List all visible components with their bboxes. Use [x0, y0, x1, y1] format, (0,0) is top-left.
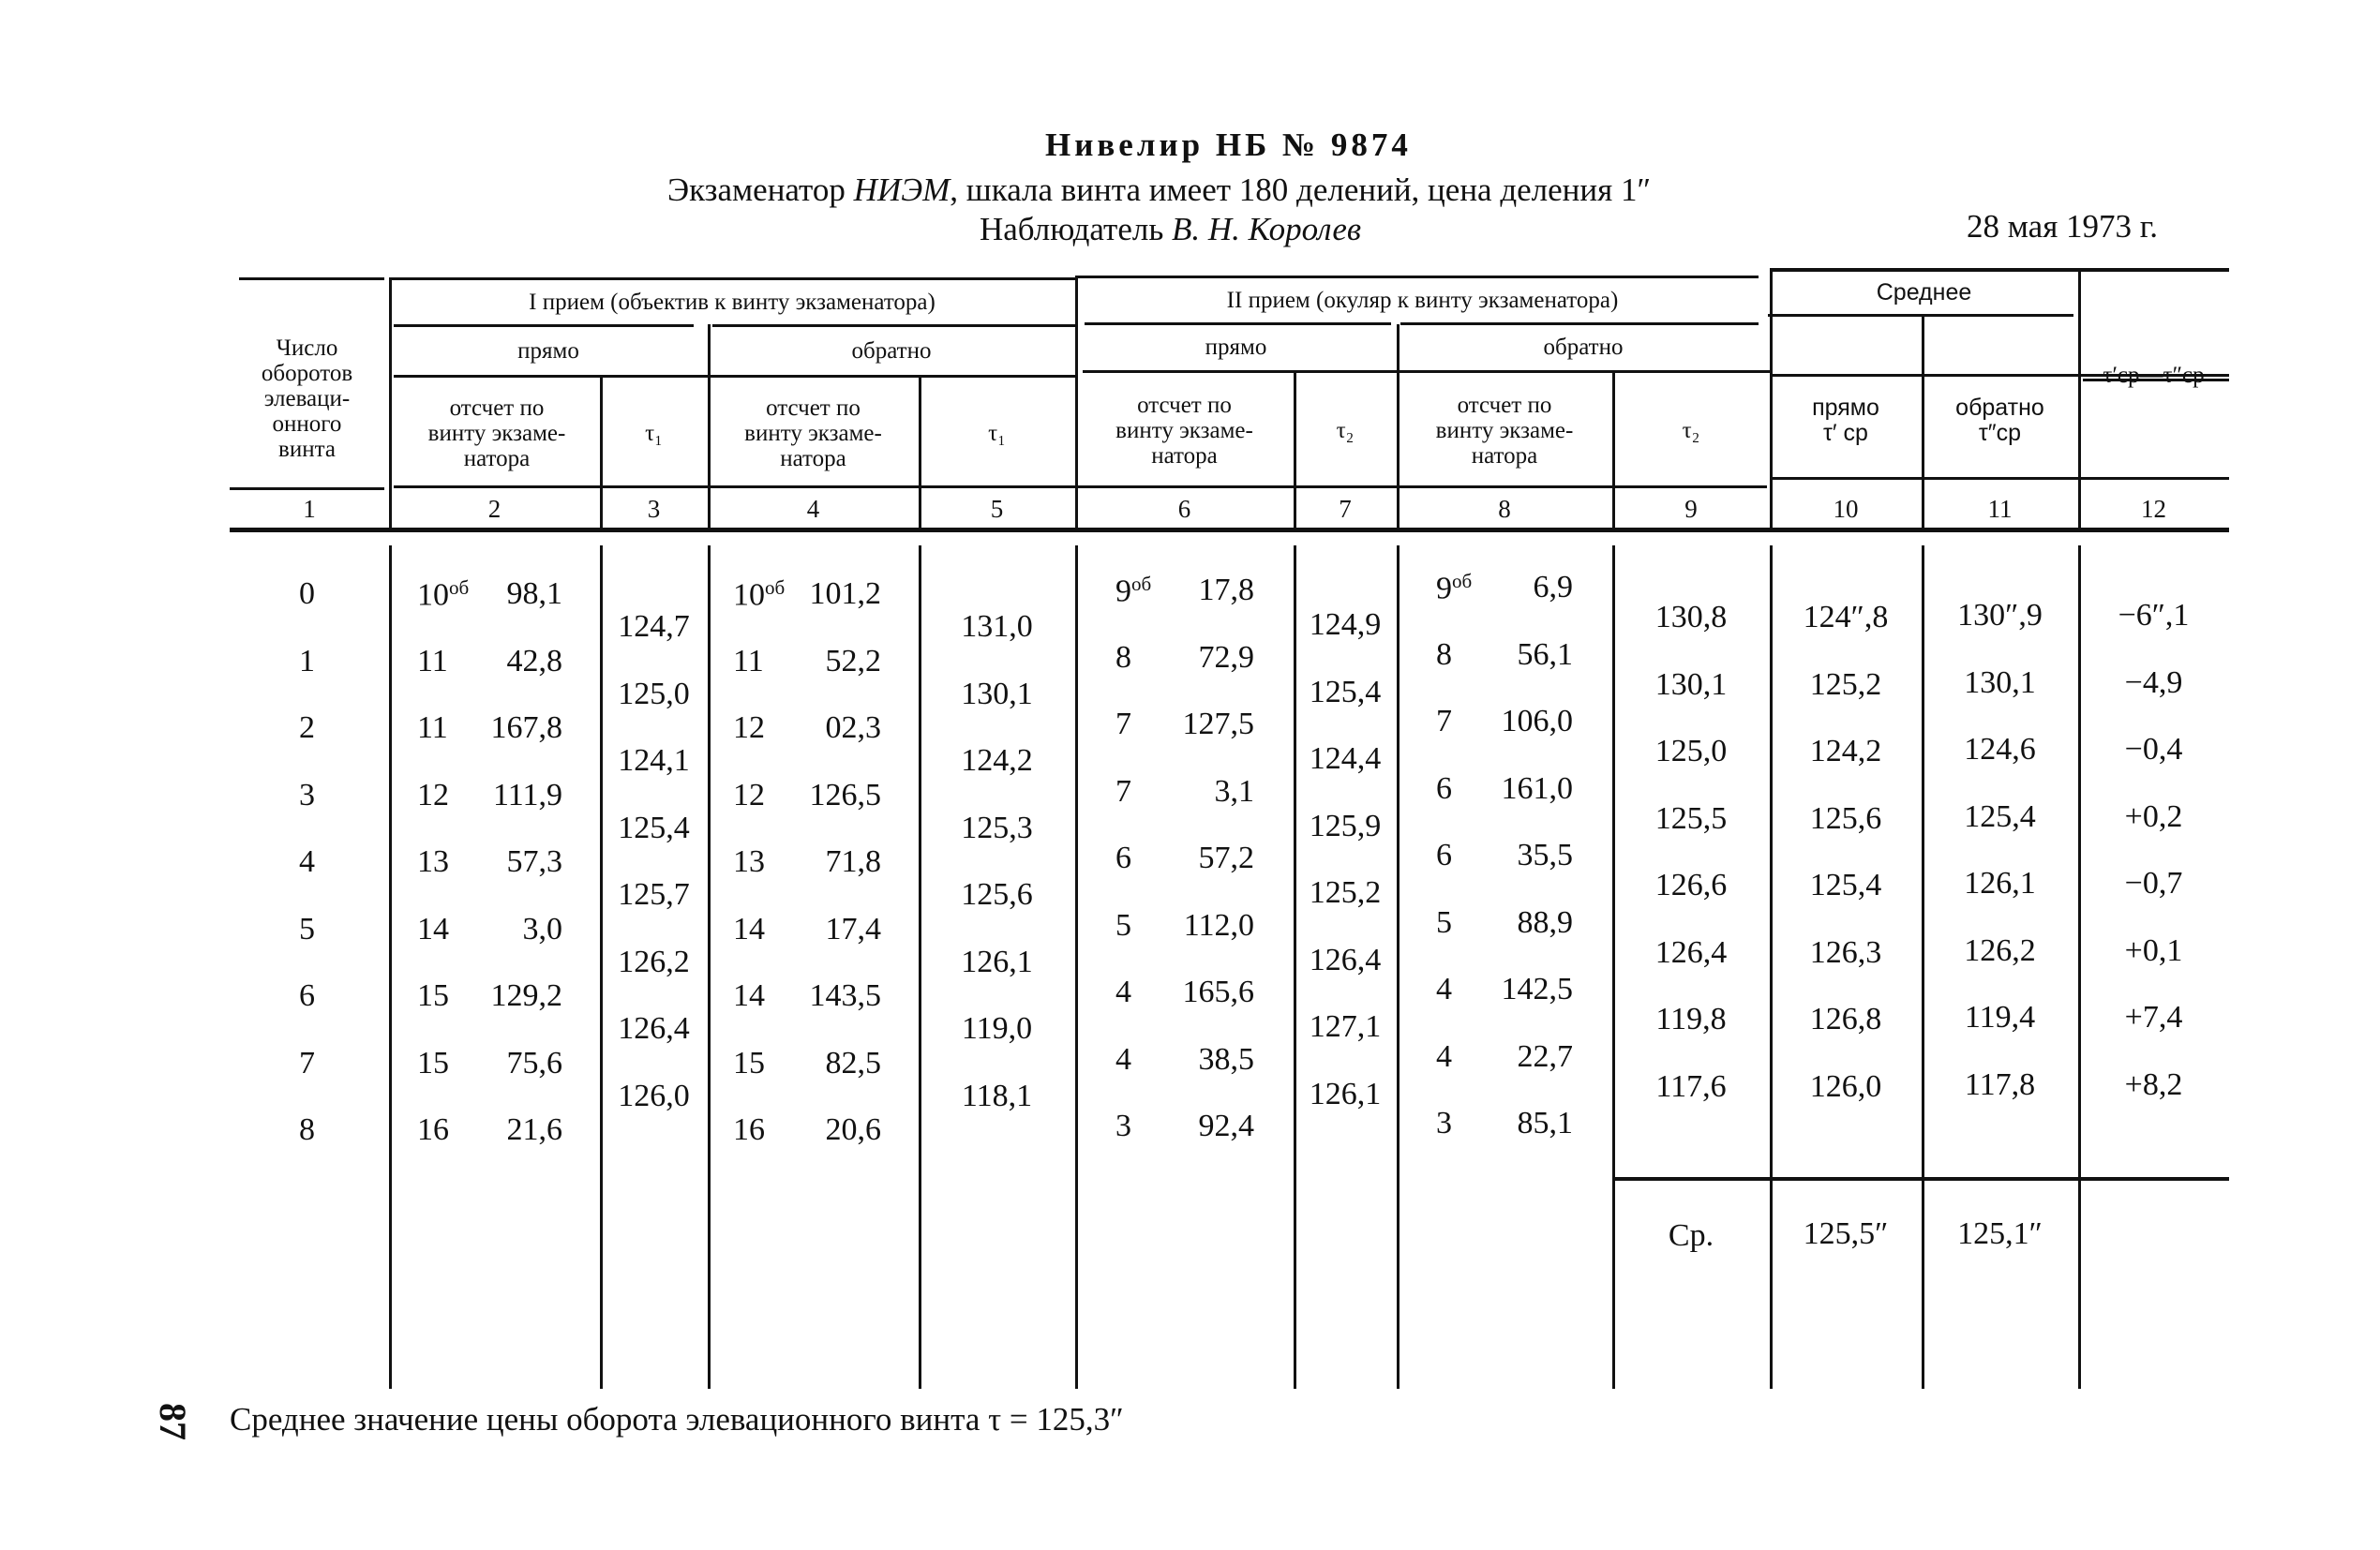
- reception-1-pryamo-header: прямо: [517, 337, 579, 364]
- tau1-value-c3: 125,7: [618, 877, 690, 912]
- reading-c8-turns: $9^{об}$: [1436, 570, 1473, 606]
- reading-c8-division: 142,5: [1501, 972, 1573, 1006]
- reading-c4-turns: 16: [733, 1112, 765, 1147]
- reading-c4-division: 126,5: [809, 777, 881, 812]
- reading-c4-division: 17,4: [825, 911, 881, 946]
- reading-c8-division: 161,0: [1501, 770, 1573, 806]
- reading-c2-division: 21,6: [506, 1112, 562, 1147]
- reading-c2-division: 98,1: [506, 576, 562, 611]
- reading-c8-turns: 4: [1436, 972, 1452, 1006]
- rule: [1075, 545, 1078, 1389]
- tau2-value-c7: 126,4: [1309, 942, 1382, 977]
- mean-obratno-value: 126,2: [1964, 932, 2036, 968]
- mean-pryamo-value: 126,3: [1809, 934, 1882, 970]
- rule: [394, 324, 694, 327]
- reading-c2-turns: 15: [417, 1045, 449, 1081]
- rule: [708, 545, 711, 1389]
- revolution-number: 6: [299, 978, 315, 1013]
- revolution-number: 1: [299, 643, 315, 678]
- mean-obratno-value: 126,1: [1964, 866, 2036, 901]
- page-number: 87: [152, 1403, 194, 1440]
- difference-value: −0,7: [2124, 866, 2183, 901]
- mean-obratno-value: 124,6: [1964, 732, 2036, 767]
- reading-c6-turns: 8: [1115, 639, 1131, 675]
- reading-c8-turns: 8: [1436, 636, 1452, 672]
- tau1-header-c3: τ₁: [645, 421, 663, 446]
- tau2-value-c9: 125,0: [1654, 734, 1728, 768]
- reading-header-c6: отсчет по винту экзаме- натора: [1115, 392, 1253, 469]
- tau1-value-c5: 124,2: [961, 743, 1033, 778]
- column-number: 2: [487, 495, 501, 523]
- summary-rule: [1612, 1177, 2229, 1181]
- reception-1-obratno-header: обратно: [851, 337, 932, 364]
- reading-c8-turns: 4: [1436, 1038, 1452, 1074]
- tau1-value-c5: 126,1: [961, 944, 1033, 979]
- tau1-value-c5: 125,3: [961, 810, 1033, 845]
- reading-c6-turns: 7: [1115, 773, 1131, 809]
- reading-c8-division: 56,1: [1517, 636, 1573, 672]
- observer-name: В. Н. Королев: [1172, 211, 1362, 247]
- reading-c8-turns: 6: [1436, 770, 1452, 806]
- reception-2-obratno-header: обратно: [1543, 335, 1624, 360]
- reading-c6-turns: $9^{об}$: [1115, 573, 1152, 609]
- reading-c2-division: 57,3: [506, 844, 562, 879]
- revolution-unit-superscript: об: [1131, 573, 1152, 595]
- reading-c2-turns: 11: [417, 643, 448, 678]
- tau1-value-c5: 119,0: [961, 1011, 1033, 1046]
- reading-c2-turns: $10^{об}$: [417, 576, 470, 613]
- tau1-value-c3: 125,0: [618, 676, 690, 711]
- reading-c8-turns: 7: [1436, 704, 1452, 738]
- column-number: 9: [1684, 495, 1698, 523]
- rule: [1397, 545, 1400, 1389]
- reading-c2-turns: 15: [417, 978, 449, 1013]
- tau1-value-c5: 118,1: [961, 1078, 1033, 1113]
- revolution-unit-superscript: об: [449, 576, 470, 599]
- revolution-number: 3: [299, 777, 315, 812]
- column-number: 8: [1498, 495, 1511, 523]
- column-number: 5: [990, 495, 1004, 523]
- reception-2-pryamo-header: прямо: [1205, 335, 1267, 360]
- mean-pryamo-value: 125,6: [1809, 800, 1882, 836]
- reading-c4-division: 71,8: [825, 844, 881, 879]
- column-number: 11: [1987, 495, 2013, 523]
- rule: [394, 375, 1077, 378]
- reading-c2-turns: 13: [417, 844, 449, 879]
- summary-label: Ср.: [1668, 1218, 1714, 1253]
- reading-c6-division: 127,5: [1182, 707, 1254, 741]
- reading-c6-division: 165,6: [1182, 975, 1254, 1009]
- mean-pryamo-value: 125,4: [1809, 868, 1882, 902]
- reading-c4-turns: 12: [733, 710, 765, 745]
- reading-c2-division: 167,8: [490, 710, 562, 745]
- reading-c6-division: 57,2: [1198, 841, 1254, 875]
- observation-date: 28 мая 1973 г.: [1967, 208, 2158, 245]
- rule: [230, 487, 384, 490]
- tau1-value-c3: 126,4: [618, 1011, 690, 1046]
- reading-c6-division: 72,9: [1198, 639, 1254, 675]
- tau2-value-c9: 126,4: [1654, 934, 1728, 970]
- difference-value: −4,9: [2124, 664, 2183, 700]
- mean-pryamo-value: 124,2: [1809, 734, 1882, 768]
- reading-c2-division: 111,9: [493, 777, 562, 812]
- mean-header: Среднее: [1876, 278, 1972, 306]
- reading-c6-turns: 5: [1115, 907, 1131, 943]
- tau2-value-c7: 124,9: [1309, 607, 1382, 642]
- tau2-value-c7: 125,2: [1309, 875, 1382, 910]
- reading-c2-division: 3,0: [522, 911, 562, 946]
- difference-value: +7,4: [2124, 1000, 2183, 1035]
- tau2-value-c7: 125,9: [1309, 808, 1382, 843]
- column-number: 3: [647, 495, 661, 523]
- rule: [1083, 370, 1770, 373]
- reading-c6-turns: 3: [1115, 1109, 1131, 1143]
- mean-obratno-value: 130″,9: [1957, 598, 2043, 633]
- tau1-value-c3: 124,7: [618, 609, 690, 644]
- reading-c4-division: 82,5: [825, 1045, 881, 1081]
- reading-c4-turns: 14: [733, 978, 765, 1013]
- column-number: 7: [1339, 495, 1352, 523]
- header-bottom-rule: [230, 528, 2229, 532]
- reading-c6-turns: 4: [1115, 1041, 1131, 1077]
- rule: [1085, 322, 1391, 325]
- rule: [239, 277, 384, 280]
- difference-value: +0,2: [2124, 798, 2183, 834]
- observer-prefix: Наблюдатель: [980, 211, 1173, 247]
- mean-obratno-value: 125,4: [1964, 798, 2036, 834]
- revolution-number: 8: [299, 1112, 315, 1147]
- reading-c4-division: 101,2: [809, 576, 881, 611]
- mean-obratno-value: 130,1: [1964, 664, 2036, 700]
- reading-c4-turns: 12: [733, 777, 765, 812]
- tau2-value-c9: 130,8: [1654, 600, 1728, 634]
- tau1-value-c3: 124,1: [618, 743, 690, 778]
- tau1-value-c3: 125,4: [618, 810, 690, 845]
- reading-c4-turns: 13: [733, 844, 765, 879]
- reading-c4-division: 52,2: [825, 643, 881, 678]
- reading-c2-turns: 11: [417, 710, 448, 745]
- tau2-value-c9: 125,5: [1654, 800, 1728, 836]
- difference-value: −6″,1: [2118, 598, 2190, 633]
- tau2-value-c7: 127,1: [1309, 1009, 1382, 1044]
- column-number: 1: [303, 495, 316, 523]
- tau2-header-c9: τ₂: [1682, 417, 1700, 443]
- column-number: 12: [2141, 495, 2166, 523]
- reading-c8-division: 88,9: [1517, 904, 1573, 940]
- revolution-number: 4: [299, 844, 315, 879]
- document-title: Нивелир НБ № 9874: [1045, 127, 1412, 163]
- mean-pryamo-value: 126,8: [1809, 1002, 1882, 1036]
- reading-c2-turns: 14: [417, 911, 449, 946]
- mean-obratno-header: обратно τ″ср: [1955, 394, 2044, 446]
- summary-mean-pryamo: 125,5″: [1803, 1216, 1889, 1251]
- reading-header-c8: отсчет по винту экзаме- натора: [1435, 392, 1574, 469]
- difference-header: τ′ср—τ″ср: [2103, 362, 2205, 388]
- rule: [1768, 314, 2073, 317]
- reading-c8-division: 35,5: [1517, 838, 1573, 872]
- tau1-value-c5: 125,6: [961, 877, 1033, 912]
- reading-c6-division: 17,8: [1198, 573, 1254, 607]
- column-number: 4: [806, 495, 820, 523]
- reading-c6-division: 38,5: [1198, 1041, 1254, 1077]
- rule: [389, 545, 392, 1389]
- reading-c8-division: 22,7: [1517, 1038, 1573, 1074]
- revolution-unit-superscript: об: [1452, 570, 1473, 592]
- column-number: 10: [1833, 495, 1859, 523]
- revolution-number: 2: [299, 710, 315, 745]
- mean-pryamo-value: 125,2: [1809, 666, 1882, 702]
- rule: [712, 324, 1075, 327]
- difference-value: +8,2: [2124, 1066, 2183, 1102]
- reading-c6-division: 112,0: [1183, 907, 1254, 943]
- tau2-value-c9: 119,8: [1655, 1002, 1727, 1036]
- tau2-value-c7: 125,4: [1309, 674, 1382, 709]
- tau2-value-c7: 124,4: [1309, 741, 1382, 776]
- mean-pryamo-value: 124″,8: [1803, 600, 1889, 634]
- reading-c8-division: 85,1: [1517, 1106, 1573, 1140]
- revolutions-header: Число оборотов элеваци- онного винта: [261, 335, 353, 462]
- tau2-header-c7: τ₂: [1336, 417, 1355, 443]
- reading-c8-division: 6,9: [1533, 570, 1573, 604]
- difference-value: +0,1: [2124, 932, 2183, 968]
- reading-c2-turns: 12: [417, 777, 449, 812]
- tau1-value-c3: 126,2: [618, 944, 690, 979]
- reading-header-c2: отсчет по винту экзаме- натора: [427, 395, 566, 471]
- summary-mean-obratno: 125,1″: [1957, 1216, 2043, 1251]
- tau1-value-c5: 130,1: [961, 676, 1033, 711]
- rule: [1075, 276, 1759, 278]
- reading-c8-division: 106,0: [1501, 704, 1573, 738]
- reading-c8-turns: 3: [1436, 1106, 1452, 1140]
- reading-c6-turns: 7: [1115, 707, 1131, 741]
- reading-c8-turns: 5: [1436, 904, 1452, 940]
- mean-obratno-value: 119,4: [1964, 1000, 2036, 1035]
- reading-c6-turns: 6: [1115, 841, 1131, 875]
- reading-c2-division: 42,8: [506, 643, 562, 678]
- mean-obratno-value: 117,8: [1964, 1066, 2036, 1102]
- revolution-number: 7: [299, 1045, 315, 1081]
- reading-c6-division: 92,4: [1198, 1109, 1254, 1143]
- reading-c2-turns: 16: [417, 1112, 449, 1147]
- reading-c6-turns: 4: [1115, 975, 1131, 1009]
- reading-c6-division: 3,1: [1214, 773, 1254, 809]
- mean-pryamo-value: 126,0: [1809, 1068, 1882, 1104]
- reading-c4-division: 20,6: [825, 1112, 881, 1147]
- tau1-value-c5: 131,0: [961, 609, 1033, 644]
- examiner-prefix: Экзаменатор: [667, 171, 854, 208]
- reading-c4-turns: $10^{об}$: [733, 576, 786, 613]
- examiner-name: НИЭМ: [853, 171, 951, 208]
- tau2-value-c9: 130,1: [1654, 666, 1728, 702]
- column-number: 6: [1177, 495, 1191, 523]
- reading-c2-division: 129,2: [490, 978, 562, 1013]
- mean-pryamo-header: прямо τ′ ср: [1812, 394, 1879, 446]
- tau1-header-c5: τ₁: [988, 421, 1006, 446]
- difference-value: −0,4: [2124, 732, 2183, 767]
- examiner-details: , шкала винта имеет 180 делений, цена деления 1″: [950, 171, 1652, 208]
- rule: [389, 277, 1075, 280]
- reception-2-header: II прием (окуляр к винту экзаменатора): [1226, 287, 1619, 313]
- revolution-number: 5: [299, 911, 315, 946]
- tau2-value-c7: 126,1: [1309, 1076, 1382, 1111]
- reading-c4-division: 143,5: [809, 978, 881, 1013]
- reading-c4-division: 02,3: [825, 710, 881, 745]
- tau2-value-c9: 117,6: [1655, 1068, 1727, 1104]
- rule: [1772, 477, 2229, 480]
- reading-c8-turns: 6: [1436, 838, 1452, 872]
- reading-c4-turns: 14: [733, 911, 765, 946]
- reading-c2-division: 75,6: [506, 1045, 562, 1081]
- reading-c4-turns: 15: [733, 1045, 765, 1081]
- rule: [1400, 322, 1759, 325]
- reading-c4-turns: 11: [733, 643, 764, 678]
- revolution-unit-superscript: об: [765, 576, 786, 599]
- reception-1-header: I прием (объектив к винту экзаменатора): [529, 289, 936, 315]
- reading-header-c4: отсчет по винту экзаме- натора: [744, 395, 882, 471]
- revolution-number: 0: [299, 576, 315, 611]
- tau1-value-c3: 126,0: [618, 1078, 690, 1113]
- tau2-value-c9: 126,6: [1654, 868, 1728, 902]
- footnote: Среднее значение цены оборота элевационного винта τ = 125,3″: [230, 1401, 1124, 1438]
